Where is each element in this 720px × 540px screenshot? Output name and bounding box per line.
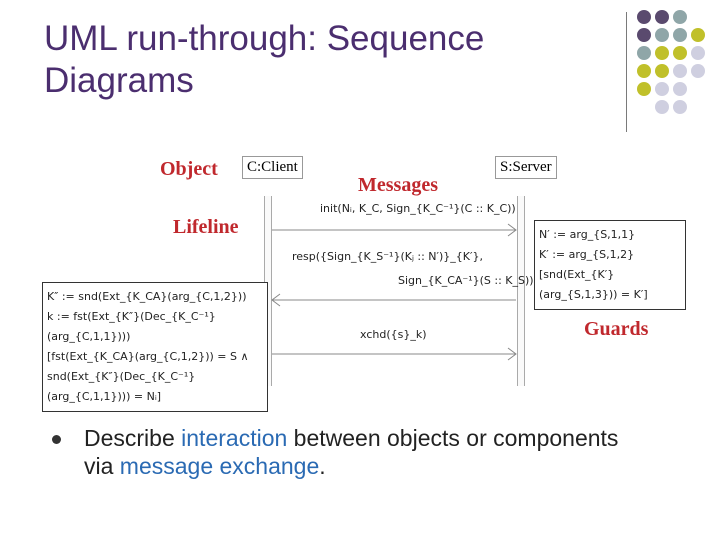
client-guard-box [42,282,268,412]
label-messages: Messages [358,174,438,196]
bullet-text-part: . [319,453,326,479]
decor-dot [637,10,651,24]
message-xchd: xchd({s}_k) [360,328,427,341]
decor-dot [673,28,687,42]
message-resp-2: Sign_{K_CA⁻¹}(S :: K_S)) [398,274,534,287]
sequence-diagram [40,150,680,403]
server-guard-line: N′ := arg_{S,1,1} [539,228,636,241]
bullet-text [84,424,644,480]
client-guard-line: k := fst(Ext_{K″}(Dec_{K_C⁻¹}(arg_{C,1,1}))) [47,310,216,343]
decor-divider [626,12,627,132]
bullet-term-message-exchange: message exchange [119,453,320,479]
decor-dot [637,28,651,42]
decor-dot [637,64,651,78]
bullet-term-interaction: interaction [181,425,288,451]
slide-title: UML run-through: Sequence Diagrams [44,19,485,100]
decor-dot [673,46,687,60]
label-object: Object [160,158,218,180]
decor-dot [655,10,669,24]
decor-dot [655,28,669,42]
decor-dot [691,28,705,42]
decor-dot [673,10,687,24]
decor-dot [673,82,687,96]
server-guard-line: K′ := arg_{S,1,2} [539,248,635,261]
bullet-text-part: between objects or components via [84,425,619,479]
decor-dot [673,64,687,78]
client-guard-line: snd(Ext_{K″}(Dec_{K_C⁻¹}(arg_{C,1,1}))) = Nᵢ] [47,370,196,403]
decor-dot [655,82,669,96]
client-guard-line: K″ := snd(Ext_{K_CA}(arg_{C,1,2})) [47,290,247,303]
decor-dot [637,46,651,60]
message-init: init(Nᵢ, K_C, Sign_{K_C⁻¹}(C :: K_C)) [320,202,516,215]
decor-dot [691,64,705,78]
message-resp-1: resp({Sign_{K_S⁻¹}(Kⱼ :: N′)}_{K′}, [292,250,484,263]
decor-dot [691,46,705,60]
decor-dot [673,100,687,114]
client-object-box: C:Client [242,156,303,179]
server-object-box: S:Server [495,156,557,179]
decor-dot [655,46,669,60]
client-guard-line: [fst(Ext_{K_CA}(arg_{C,1,2})) = S ∧ [47,350,249,363]
label-lifeline: Lifeline [173,216,239,238]
label-guards: Guards [584,318,649,340]
bullet-icon [52,435,61,444]
bullet-text-part: Describe [84,425,182,451]
decor-dot [655,100,669,114]
server-guard-box [534,220,686,310]
server-guard-line: [snd(Ext_{K′}(arg_{S,1,3})) = K′] [539,268,648,301]
decor-dot [655,64,669,78]
decor-dot [637,82,651,96]
